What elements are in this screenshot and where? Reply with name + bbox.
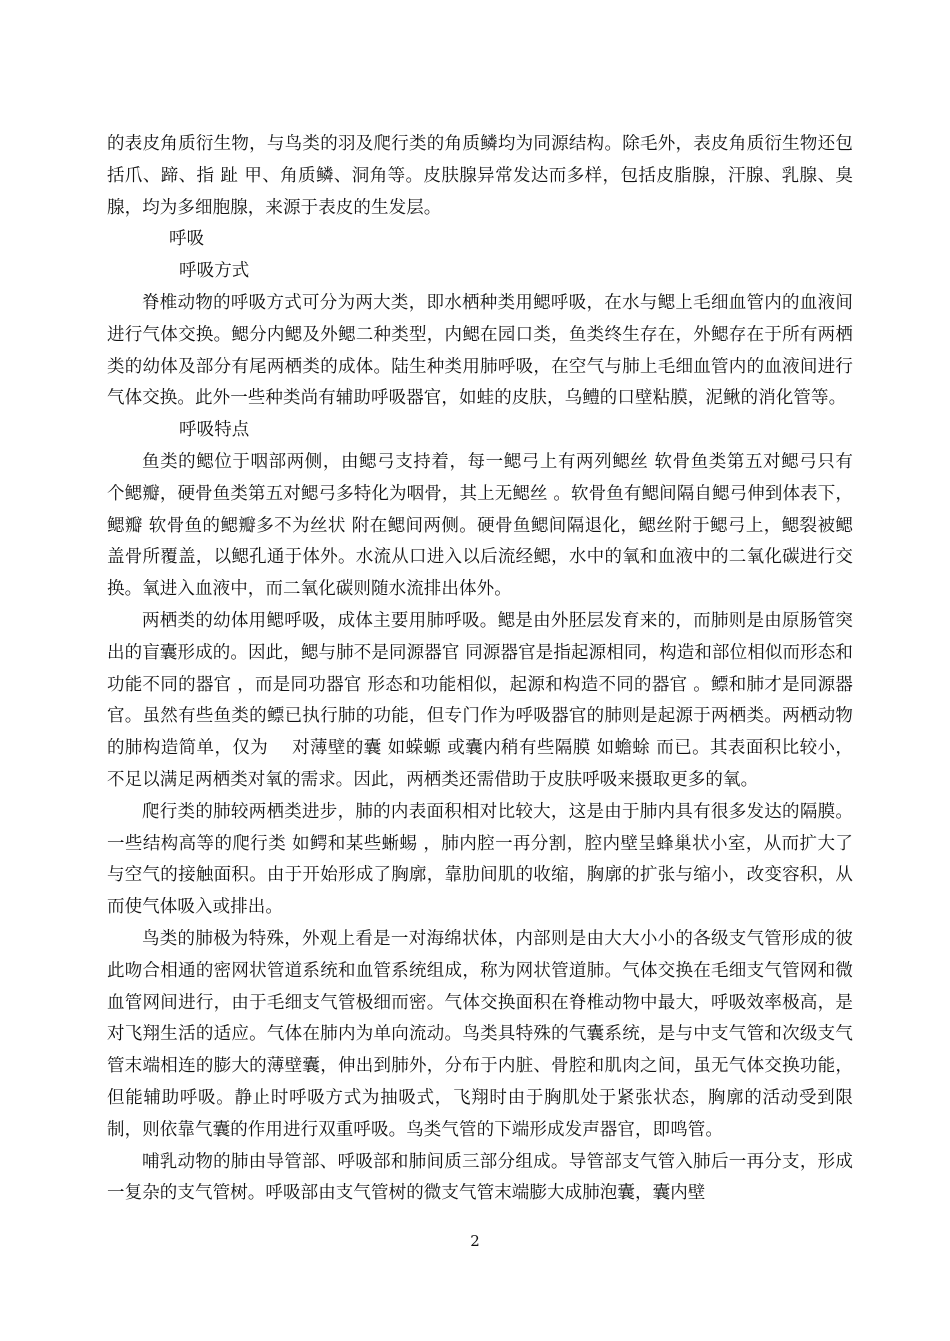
document-body [107,129,871,1210]
page-number: 2 [470,1232,480,1250]
paragraph-skin-derivatives: 的表皮角质衍生物，与鸟类的羽及爬行类的角质鳞均为同源结构。除毛外，表皮角质衍生物还包括爪、蹄、指 趾 甲、角质鳞、洞角等。皮肤腺异常发达而多样，包括皮脂腺，汗腺、乳腺、臭腺，均为多细胞腺，来源于表皮的生发层。 [107,134,853,218]
paragraph-bird-lungs: 鸟类的肺极为特殊，外观上看是一对海绵状体，内部则是由大大小小的各级支气管形成的彼此吻合相通的密网状管道系统和血管系统组成，称为网状管道肺。气体交换在毛细支气管网和微血管网间进行，由于毛细支气管极细而密。气体交换面积在脊椎动物中最大，呼吸效率极高，是对飞翔生活的适应。气体在肺内为单向流动。鸟类具特殊的气囊系统，是与中支气管和次级支气管末端相连的膨大的薄壁囊，伸出到肺外，分布于内脏、骨腔和肌肉之间，虽无气体交换功能，但能辅助呼吸。静止时呼吸方式为抽吸式，飞翔时由于胸肌处于紧张状态，胸廓的活动受到限制，则依靠气囊的作用进行双重呼吸。鸟类气管的下端形成发声器官，即鸣管。 [107,928,853,1140]
paragraph-mammal-lungs: 哺乳动物的肺由导管部、呼吸部和肺间质三部分组成。导管部支气管入肺后一再分支，形成一复杂的支气管树。呼吸部由支气管树的微支气管末端膨大成肺泡囊，囊内壁 [107,1151,853,1204]
paragraph-amphibian-lungs: 两栖类的幼体用鳃呼吸，成体主要用肺呼吸。鳃是由外胚层发育来的，而肺则是由原肠管突出的盲囊形成的。因此，鳃与肺不是同源器官 同源器官是指起源相同，构造和部位相似而形态和功能不同的器官 ，而是同功器官 形态和功能相似，起源和构造不同的器官 。鳔和肺才是同源器官。虽然有些鱼类的鳔已执行肺的功能，但专门作为呼吸器官的肺则是起源于两栖类。两栖动物的肺构造简单，仅为 对薄壁的囊 如蝾螈 或囊内稍有些隔膜 如蟾蜍 而已。其表面积比较小，不足以满足两栖类对氧的需求。因此，两栖类还需借助于皮肤呼吸来摄取更多的氧。 [107,610,853,790]
subsection-heading-respiration-modes: 呼吸方式 [179,261,250,282]
paragraph-fish-gills: 鱼类的鳃位于咽部两侧，由鳃弓支持着，每一鳃弓上有两列鳃丝 软骨鱼类第五对鳃弓只有 个鳃瓣，硬骨鱼类第五对鳃弓多特化为咽骨，其上无鳃丝 。软骨鱼有鳃间隔自鳃弓伸到体表下，鳃瓣 软骨鱼的鳃瓣多不为丝状 附在鳃间两侧。硬骨鱼鳃间隔退化，鳃丝附于鳃弓上，鳃裂被鳃盖骨所覆盖，以鳃孔通于体外。水流从口进入以后流经鳃，水中的氧和血液中的二氧化碳进行交换。氧进入血液中，而二氧化碳则随水流排出体外。 [107,451,871,600]
paragraph-reptile-lungs: 爬行类的肺较两栖类进步，肺的内表面积相对比较大，这是由于肺内具有很多发达的隔膜。一些结构高等的爬行类 如鳄和某些蜥蜴 ，肺内腔一再分割，腔内壁呈蜂巢状小室，从而扩大了与空气的接触面积。由于开始形成了胸廓，靠肋间肌的收缩，胸廓的扩张与缩小，改变容积，从而使气体吸入或排出。 [107,801,853,918]
paragraph-respiration-modes: 脊椎动物的呼吸方式可分为两大类，即水栖种类用鳃呼吸，在水与鳃上毛细血管内的血液间进行气体交换。鳃分内鳃及外鳃二种类型，内鳃在园口类，鱼类终生存在，外鳃存在于所有两栖类的幼体及部分有尾两栖类的成体。陆生种类用肺呼吸，在空气与肺上毛细血管内的血液间进行气体交换。此外一些种类尚有辅助呼吸器官，如蛙的皮肤，乌鳢的口壁粘膜，泥鳅的消化管等。 [107,292,853,409]
subsection-heading-respiration-features: 呼吸特点 [179,420,250,441]
section-heading-respiration: 呼吸 [169,229,205,250]
